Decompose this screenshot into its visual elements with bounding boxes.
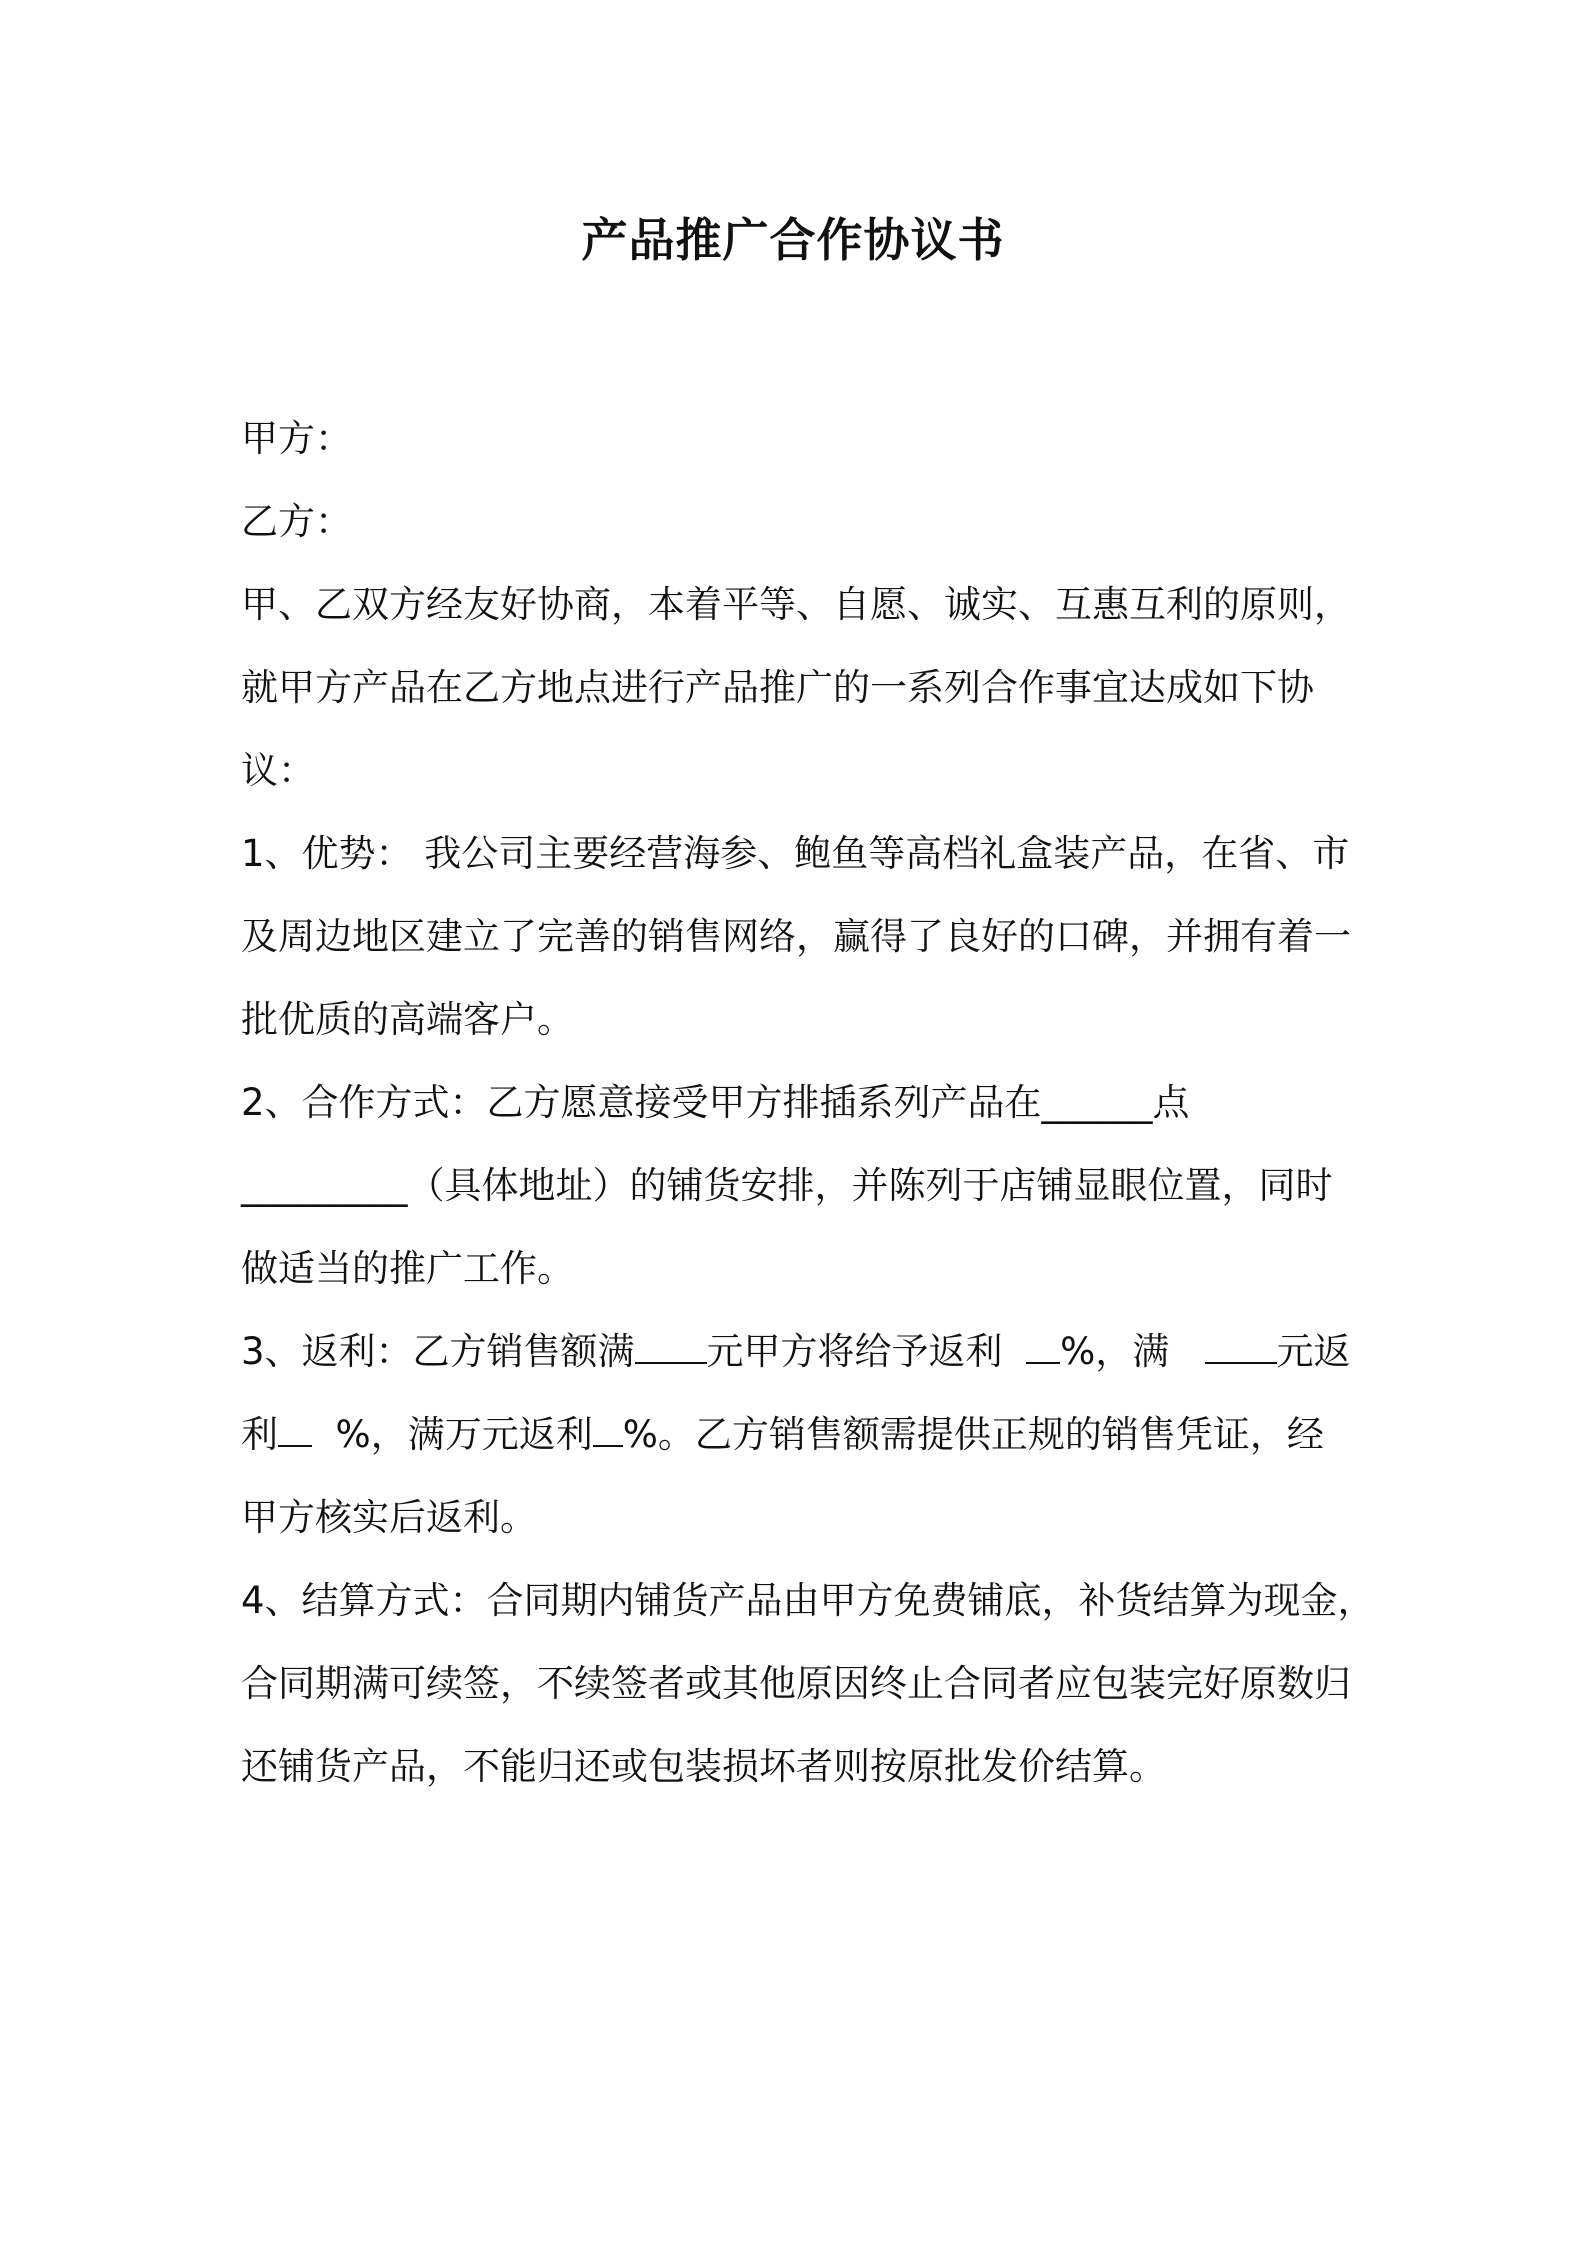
clause-3-text: 利 xyxy=(241,1413,278,1456)
clause-3-line xyxy=(241,1409,1361,1461)
clause-3-text: 3、返利：乙方销售额满 xyxy=(241,1330,635,1373)
clause-1-line: 1、优势： 我公司主要经营海参、鲍鱼等高档礼盒装产品，在省、市 xyxy=(241,832,1350,875)
clause-3-line: 甲方核实后返利。 xyxy=(241,1496,537,1539)
clause-2-line: 做适当的推广工作。 xyxy=(241,1247,574,1290)
document-title: 产品推广合作协议书 xyxy=(581,213,1005,267)
party-b-label: 乙方： xyxy=(241,500,352,543)
clause-2-line xyxy=(241,1077,1361,1129)
percent-blank xyxy=(593,1415,623,1447)
clause-2-line xyxy=(241,1160,1361,1212)
party-a-label: 甲方： xyxy=(241,417,352,460)
clause-3-text: %。乙方销售额需提供正规的销售凭证，经 xyxy=(622,1413,1324,1456)
clause-3-line xyxy=(241,1326,1361,1378)
clause-3-text: %，满 xyxy=(1060,1330,1170,1373)
intro-line: 议： xyxy=(241,749,315,792)
location-blank: ______ xyxy=(1041,1081,1153,1124)
amount-blank xyxy=(635,1332,707,1364)
intro-line: 就甲方产品在乙方地点进行产品推广的一系列合作事宜达成如下协 xyxy=(241,666,1314,709)
percent-blank xyxy=(1026,1332,1060,1364)
clause-3-text: 元甲方将给予返利 xyxy=(706,1330,1003,1373)
clause-4-line: 4、结算方式：合同期内铺货产品由甲方免费铺底，补货结算为现金， xyxy=(241,1579,1375,1622)
clause-1-line: 及周边地区建立了完善的销售网络，赢得了良好的口碑，并拥有着一 xyxy=(241,915,1351,958)
address-blank: _________ xyxy=(241,1164,408,1207)
clause-2-text: （具体地址）的铺货安排，并陈列于店铺显眼位置，同时 xyxy=(407,1164,1333,1207)
intro-line: 甲、乙双方经友好协商，本着平等、自愿、诚实、互惠互利的原则， xyxy=(241,583,1351,626)
clause-4-line: 合同期满可续签，不续签者或其他原因终止合同者应包装完好原数归 xyxy=(241,1662,1351,1705)
percent-blank xyxy=(278,1415,312,1447)
clause-4-line: 还铺货产品，不能归还或包装损坏者则按原批发价结算。 xyxy=(241,1745,1166,1788)
clause-2-text: 点 xyxy=(1152,1081,1190,1124)
clause-3-text: 元返 xyxy=(1276,1330,1351,1373)
amount-blank xyxy=(1205,1332,1277,1364)
clause-2-text: 2、合作方式：乙方愿意接受甲方排插系列产品在 xyxy=(241,1081,1042,1124)
clause-3-text: %，满万元返利 xyxy=(335,1413,593,1456)
clause-1-line: 批优质的高端客户。 xyxy=(241,998,574,1041)
